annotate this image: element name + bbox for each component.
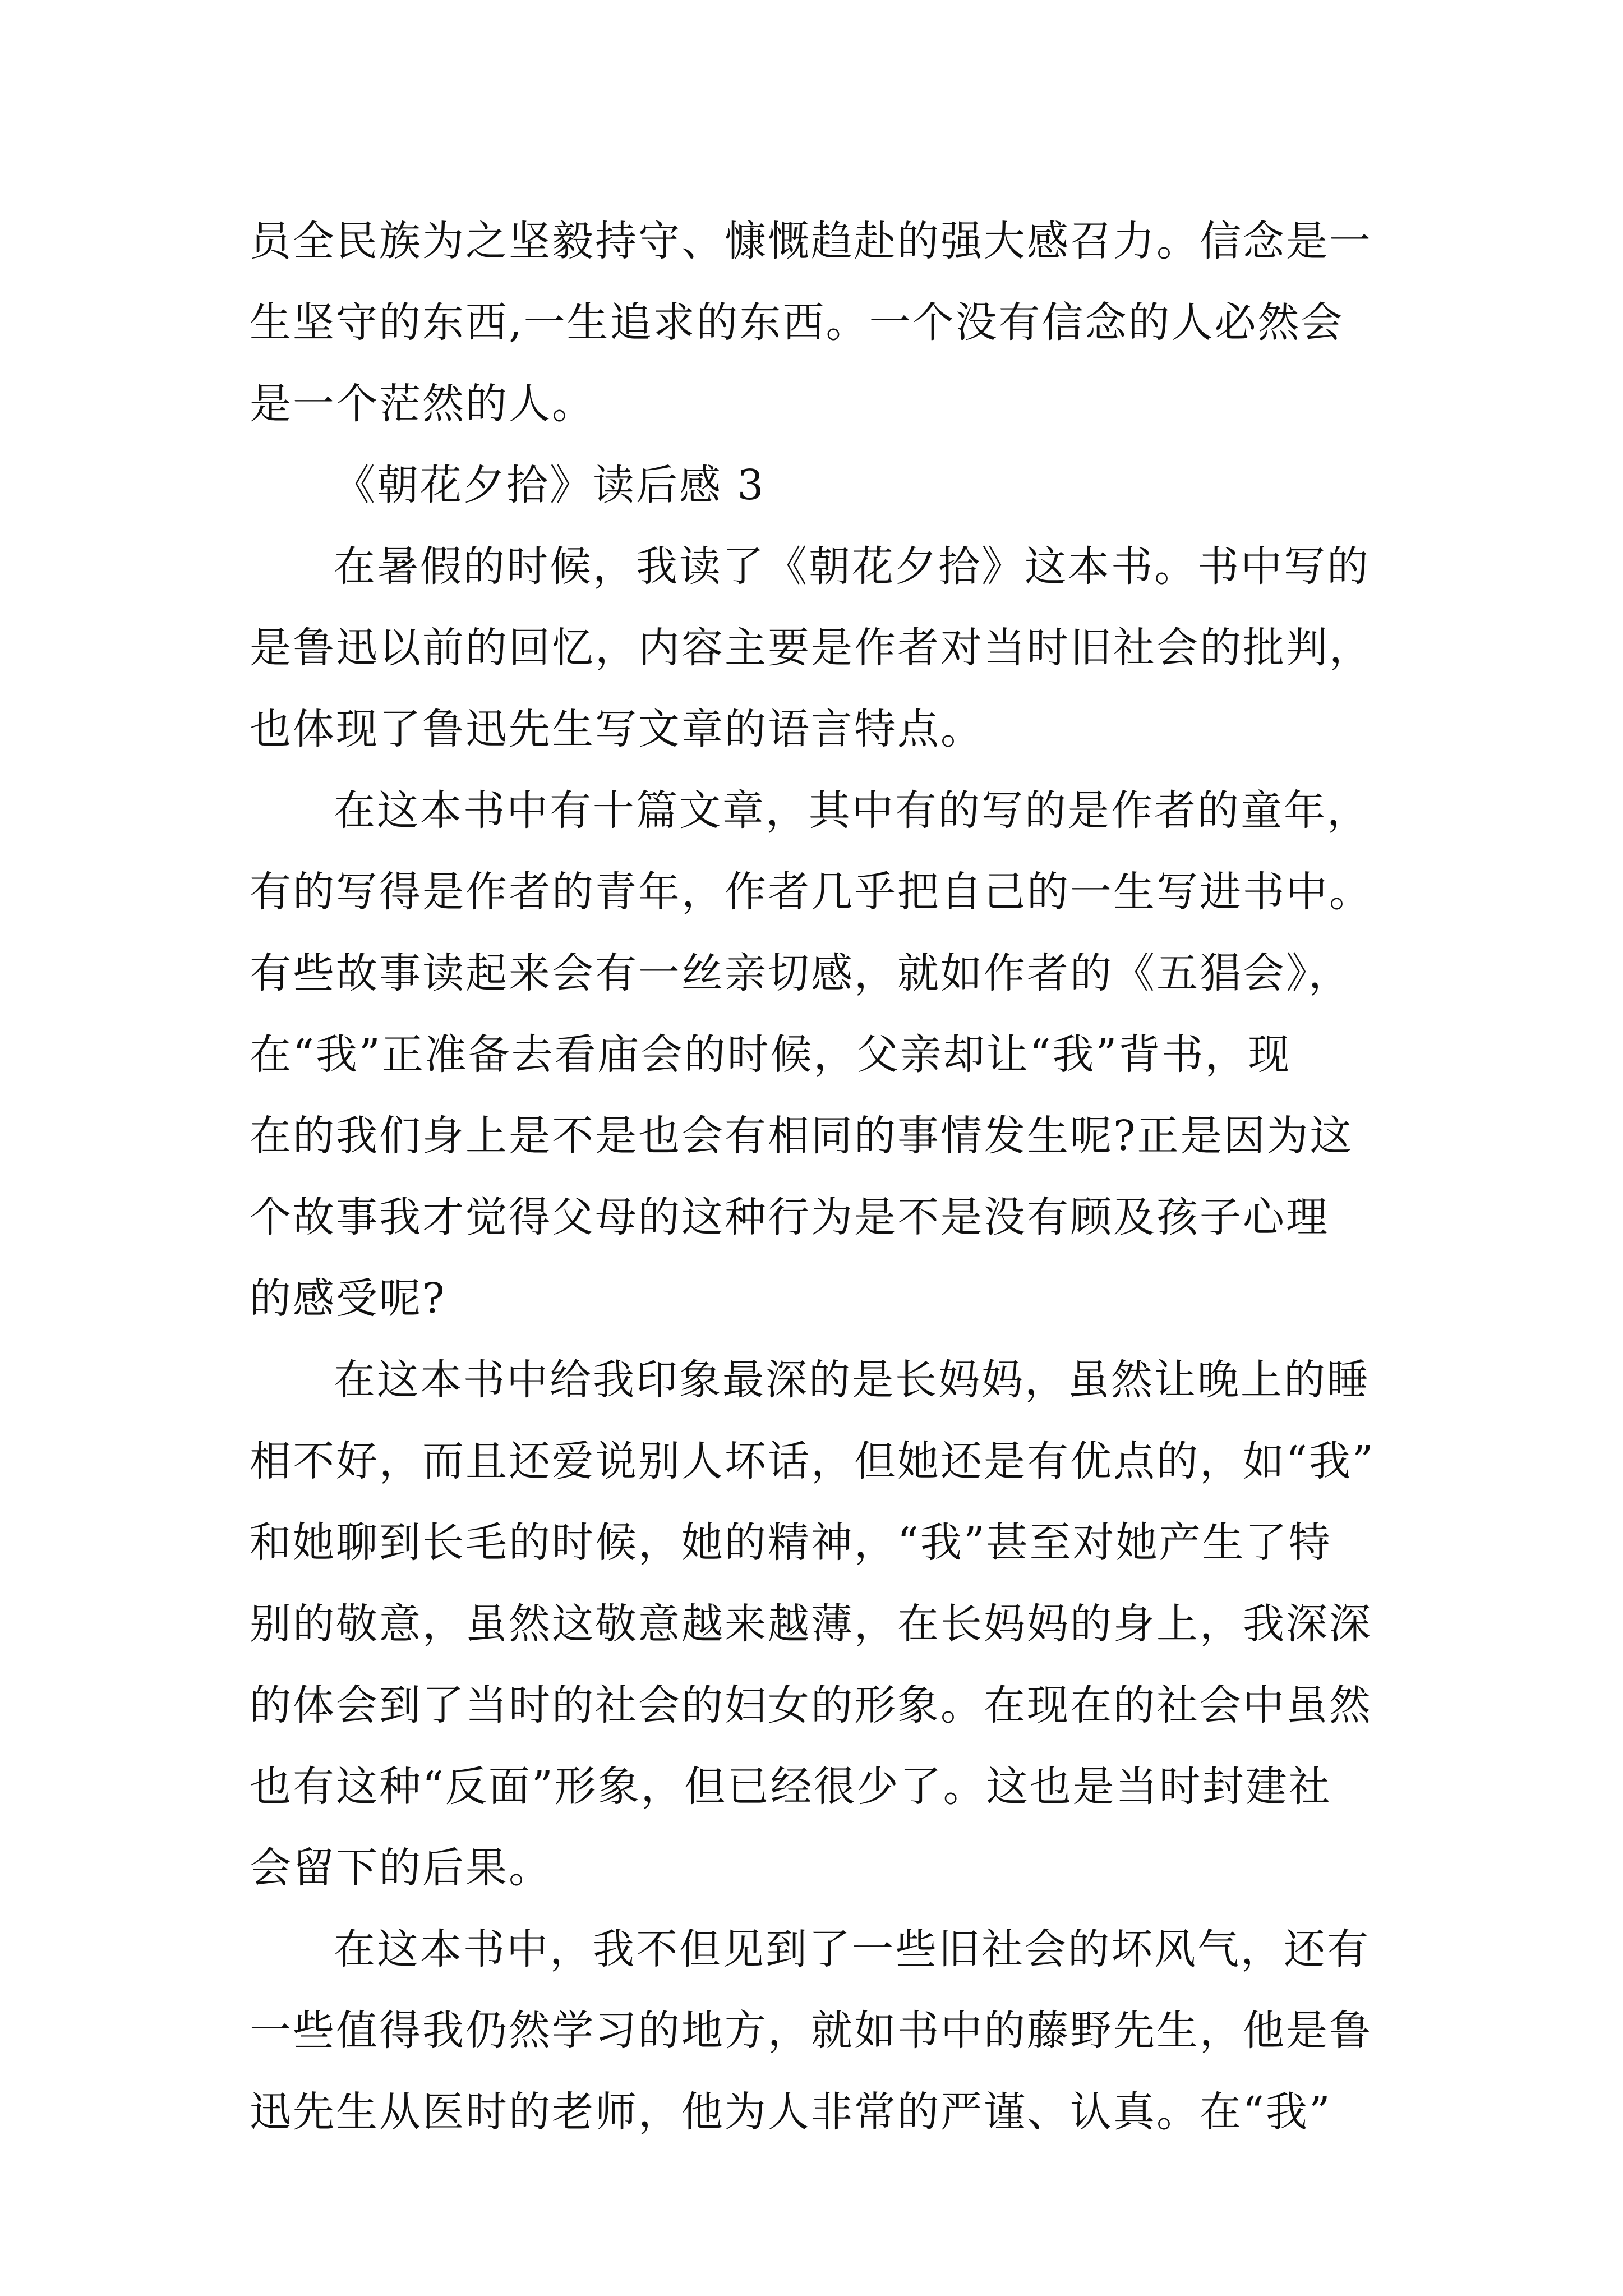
text-line: 也体现了鲁迅先生写文章的语言特点。 bbox=[250, 705, 984, 753]
text-line: 在“我”正准备去看庙会的时候，父亲却让“我”背书，现 bbox=[250, 1030, 1292, 1079]
text-line: 一些值得我仍然学习的地方，就如书中的藤野先生，他是鲁 bbox=[250, 2007, 1372, 2055]
text-line: 员全民族为之坚毅持守、慷慨趋赴的强大感召力。信念是一 bbox=[250, 217, 1372, 265]
text-line: 也有这种“反面”形象，但已经很少了。这也是当时封建社 bbox=[250, 1763, 1332, 1811]
text-line: 和她聊到长毛的时候，她的精神，“我”甚至对她产生了特 bbox=[250, 1519, 1332, 1567]
text-line: 在暑假的时候，我读了《朝花夕拾》这本书。书中写的 bbox=[334, 542, 1370, 591]
text-line: 迅先生从医时的老师，他为人非常的严谨、认真。在“我” bbox=[250, 2088, 1332, 2136]
text-line: 生坚守的东西,一生追求的东西。一个没有信念的人必然会 bbox=[250, 298, 1344, 347]
text-line: 在这本书中给我印象最深的是长妈妈，虽然让晚上的睡 bbox=[334, 1356, 1370, 1404]
text-line: 别的敬意，虽然这敬意越来越薄，在长妈妈的身上，我深深 bbox=[250, 1600, 1372, 1648]
text-line: 有些故事读起来会有一丝亲切感，就如作者的《五猖会》， bbox=[250, 949, 1352, 997]
text-line: 是一个茫然的人。 bbox=[250, 380, 595, 428]
text-line: 在这本书中，我不但见到了一些旧社会的坏风气，还有 bbox=[334, 1925, 1370, 1973]
text-line: 个故事我才觉得父母的这种行为是不是没有顾及孩子心理 bbox=[250, 1193, 1329, 1241]
text-line: 在的我们身上是不是也会有相同的事情发生呢?正是因为这 bbox=[250, 1112, 1353, 1160]
text-line: 有的写得是作者的青年，作者几乎把自己的一生写进书中。 bbox=[250, 868, 1372, 916]
section-heading: 《朝花夕拾》读后感 3 bbox=[334, 461, 766, 509]
text-line: 的感受呢? bbox=[250, 1274, 446, 1323]
text-line: 会留下的后果。 bbox=[250, 1844, 552, 1892]
text-line: 是鲁迅以前的回忆，内容主要是作者对当时旧社会的批判， bbox=[250, 624, 1372, 672]
text-line: 相不好，而且还爱说别人坏话，但她还是有优点的，如“我” bbox=[250, 1437, 1375, 1485]
text-line: 在这本书中有十篇文章，其中有的写的是作者的童年， bbox=[334, 786, 1370, 835]
text-line: 的体会到了当时的社会的妇女的形象。在现在的社会中虽然 bbox=[250, 1681, 1372, 1729]
